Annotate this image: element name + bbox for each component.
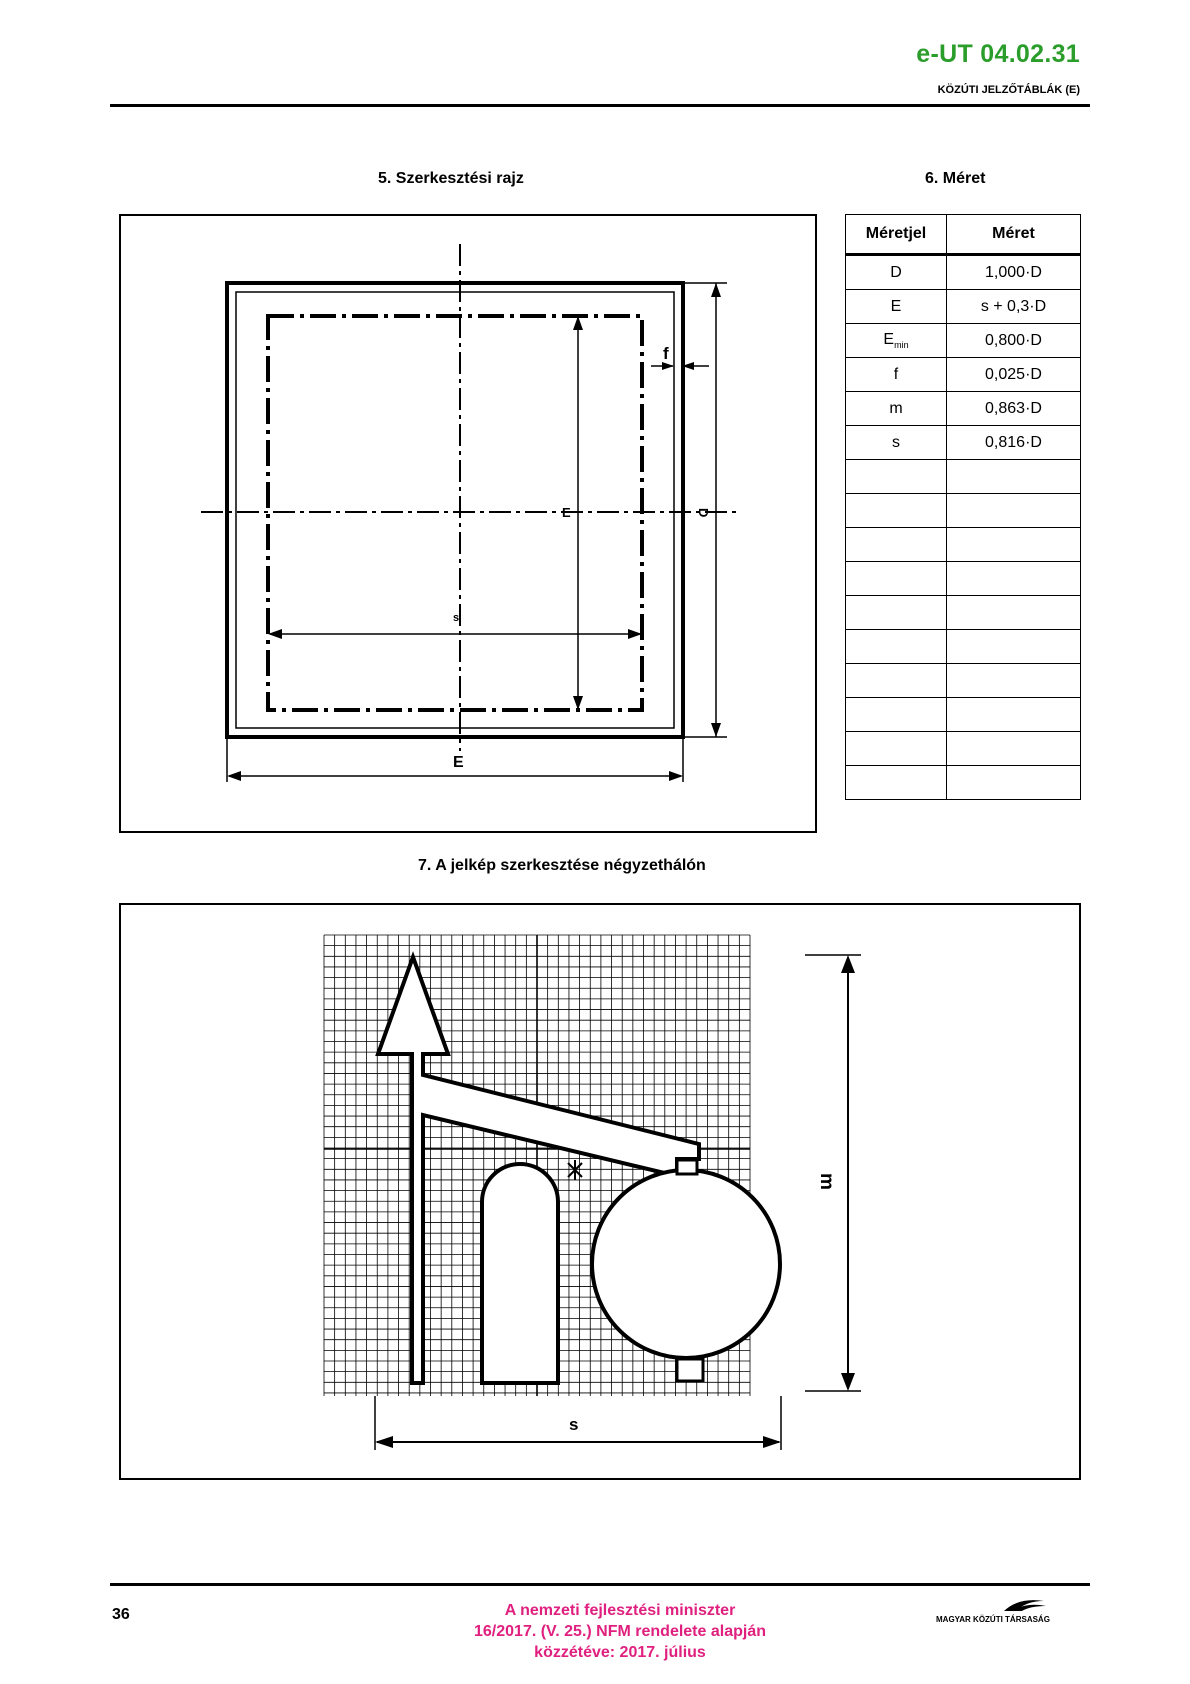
publisher-logo (934, 1597, 1094, 1627)
empty-cell (947, 766, 1081, 800)
table-header-symbol: Méretjel (846, 215, 947, 255)
symbol-text: E (883, 330, 895, 348)
symbol-text: f (893, 365, 899, 383)
label-D: D (696, 508, 711, 518)
table-row-empty (846, 630, 1081, 664)
table-row (846, 358, 1081, 392)
symbol-subscript: min (894, 340, 909, 351)
document-subtitle: KÖZÚTI JELZŐTÁBLÁK (E) (937, 84, 1080, 96)
row-symbol (846, 290, 947, 324)
empty-cell (846, 596, 947, 630)
empty-cell (846, 562, 947, 596)
table-body (846, 255, 1081, 800)
table-row-empty (846, 664, 1081, 698)
section5-title: 5. Szerkesztési rajz (378, 170, 524, 187)
table-header-value: Méret (947, 215, 1081, 255)
empty-cell (846, 664, 947, 698)
empty-cell (947, 630, 1081, 664)
document-code: e-UT 04.02.31 (916, 40, 1080, 68)
empty-cell (947, 562, 1081, 596)
row-symbol (846, 392, 947, 426)
row-value: 0,816·D (947, 426, 1081, 460)
footer-line-2: 16/2017. (V. 25.) NFM rendelete alapján (474, 1623, 766, 1640)
dimension-table (845, 214, 1081, 800)
label-s-grid: s (569, 1415, 579, 1434)
empty-cell (846, 528, 947, 562)
label-s: s (453, 612, 460, 624)
empty-cell (947, 596, 1081, 630)
header-rule (110, 104, 1090, 107)
label-f: f (663, 344, 669, 363)
table-row-empty (846, 698, 1081, 732)
grid-drawing (121, 905, 1079, 1478)
construction-drawing (121, 216, 815, 831)
table-row-empty (846, 732, 1081, 766)
section7-title: 7. A jelkép szerkesztése négyzethálón (418, 857, 706, 874)
footer-publication-note (390, 1600, 850, 1663)
label-E-bottom: E (453, 754, 464, 771)
label-m: m (816, 1173, 837, 1190)
table-row (846, 426, 1081, 460)
empty-cell (846, 630, 947, 664)
row-symbol (846, 358, 947, 392)
label-E-inner: E (562, 505, 571, 520)
circle-top-square (677, 1160, 697, 1174)
table-row-empty (846, 494, 1081, 528)
symbol-text: E (890, 297, 902, 315)
row-value: 0,800·D (947, 324, 1081, 358)
table-row-empty (846, 562, 1081, 596)
footer-line-1: A nemzeti fejlesztési miniszter (504, 1602, 736, 1619)
table-row-empty (846, 596, 1081, 630)
grid-drawing-frame (119, 903, 1081, 1480)
circle-bottom-square (677, 1359, 703, 1381)
row-symbol (846, 324, 947, 358)
table-row-empty (846, 460, 1081, 494)
table-row (846, 255, 1081, 290)
arch-symbol (482, 1164, 558, 1383)
symbol-text: s (892, 433, 900, 451)
row-value: 0,863·D (947, 392, 1081, 426)
symbol-text: m (889, 399, 903, 417)
logo-text: MAGYAR KÖZÚTI TÁRSASÁG (936, 1615, 1050, 1624)
row-value: s + 0,3·D (947, 290, 1081, 324)
footer-rule (110, 1583, 1090, 1586)
page-number: 36 (112, 1606, 130, 1623)
empty-cell (947, 664, 1081, 698)
table-row (846, 324, 1081, 358)
empty-cell (846, 732, 947, 766)
table-row (846, 290, 1081, 324)
empty-cell (846, 766, 947, 800)
section6-title: 6. Méret (925, 170, 986, 187)
table-row-empty (846, 766, 1081, 800)
circle-symbol (592, 1170, 780, 1358)
empty-cell (947, 732, 1081, 766)
row-symbol (846, 426, 947, 460)
table-row (846, 392, 1081, 426)
construction-drawing-frame (119, 214, 817, 833)
empty-cell (846, 698, 947, 732)
empty-cell (947, 460, 1081, 494)
row-value: 0,025·D (947, 358, 1081, 392)
empty-cell (846, 460, 947, 494)
empty-cell (947, 698, 1081, 732)
footer-line-3: közzétéve: 2017. július (534, 1644, 706, 1661)
row-symbol (846, 255, 947, 290)
empty-cell (846, 494, 947, 528)
symbol-text: D (890, 263, 902, 281)
empty-cell (947, 528, 1081, 562)
row-value: 1,000·D (947, 255, 1081, 290)
table-row-empty (846, 528, 1081, 562)
empty-cell (947, 494, 1081, 528)
